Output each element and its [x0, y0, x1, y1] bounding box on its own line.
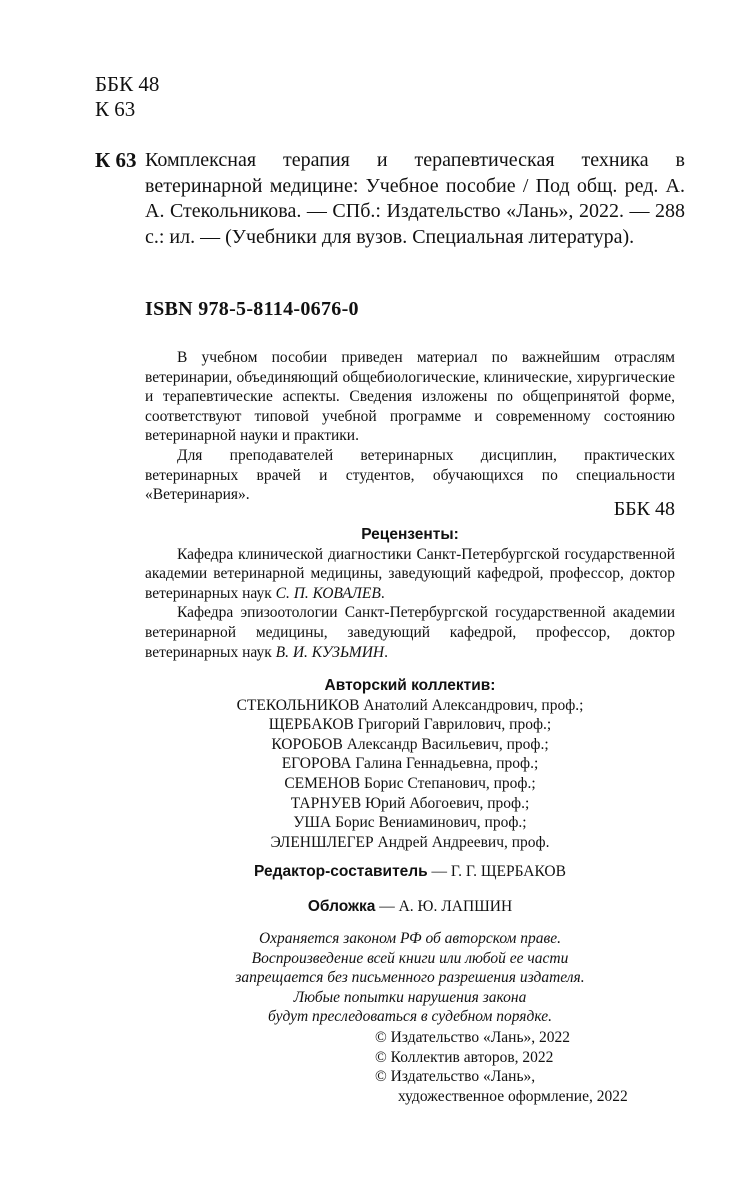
copyright-line: художественное оформление, 2022: [398, 1087, 628, 1105]
cover-designer: — А. Ю. ЛАПШИН: [375, 898, 513, 915]
abstract-paragraph: В учебном пособии приведен материал по важнейшим отраслям ветеринарии, объединяющий общебиологические, клинические, хирургические и терапевтические аспекты. Сведения изложены по общепринятой форме, соответствуют типовой учебной программе и современному состоянию ветеринарной науки и практики.: [145, 349, 675, 445]
author-line: КОРОБОВ Александр Васильевич, проф.;: [271, 735, 549, 753]
author-mark-code: К 63: [95, 148, 137, 172]
reviewers-heading: Рецензенты:: [361, 526, 459, 543]
copyright-holders: [375, 1028, 628, 1106]
editor-name: — Г. Г. ЩЕРБАКОВ: [427, 863, 566, 880]
author-line: ЩЕРБАКОВ Григорий Гаврилович, проф.;: [268, 716, 552, 734]
copyright-line: © Издательство «Лань», 2022: [375, 1029, 571, 1046]
reviewer-text: Кафедра эпизоотологии Санкт-Петербургской государственной академии ветеринарной медицины, заведующий кафедрой, профессор, доктор ветеринарных наук: [145, 604, 675, 661]
bbk-index: ББК 48: [95, 72, 160, 96]
reviewer-name: С. П. КОВАЛЕВ: [275, 584, 381, 602]
reviewer-text: Кафедра клинической диагностики Санкт-Петербургской государственной академии ветеринарной медицины, заведующий кафедрой, профессор, доктор ветеринарных наук: [145, 545, 675, 602]
notice-line: Любые попытки нарушения закона: [293, 988, 527, 1006]
bibliographic-description: Комплексная терапия и терапевтическая техника в ветеринарной медицине: Учебное пособие / Под общ. ред. А. А. Стекольникова. — СПб.: Издательство «Лань», 2022. — 288 с.: ил. — (Учебники для вузов. Специальная литература).: [145, 149, 685, 248]
copyright-line: © Коллектив авторов, 2022: [375, 1048, 554, 1066]
reviewer-name: В. И. КУЗЬМИН: [275, 643, 385, 661]
cover-label: Обложка: [307, 898, 376, 915]
authors-heading: Авторский коллектив:: [324, 677, 496, 694]
reviewer-entry: [145, 603, 675, 662]
author-line: СЕМЕНОВ Борис Степанович, проф.;: [284, 774, 536, 792]
authors-section: [145, 676, 675, 852]
bbk-index-right: ББК 48: [613, 498, 675, 520]
abstract-paragraph: Для преподавателей ветеринарных дисциплин, практических ветеринарных врачей и студентов, обучающихся по специальности «Ветеринария».: [145, 446, 675, 504]
notice-line: Охраняется законом РФ об авторском праве.: [258, 930, 562, 947]
cover-credit: [145, 897, 675, 917]
author-mark: К 63: [95, 97, 136, 121]
reviewer-end: .: [380, 584, 385, 602]
copyright-notice: [145, 929, 675, 1027]
abstract: [145, 348, 675, 505]
reviewers-section: [145, 525, 675, 662]
editor-label: Редактор-составитель: [254, 863, 428, 880]
copyright-line: © Издательство «Лань»,: [375, 1068, 536, 1086]
author-line: СТЕКОЛЬНИКОВ Анатолий Александрович, проф.;: [236, 696, 584, 714]
notice-line: Воспроизведение всей книги или любой ее части: [251, 949, 569, 967]
reviewer-entry: [145, 545, 675, 604]
notice-line: будут преследоваться в судебном порядке.: [268, 1008, 552, 1026]
author-line: УША Борис Вениаминович, проф.;: [293, 814, 527, 832]
author-line: ЕГОРОВА Галина Геннадьевна, проф.;: [281, 755, 539, 773]
notice-line: запрещается без письменного разрешения издателя.: [235, 969, 585, 987]
author-line: ТАРНУЕВ Юрий Абогоевич, проф.;: [290, 794, 530, 812]
editor-credit: [145, 862, 675, 882]
reviewer-end: .: [384, 643, 388, 661]
author-line: ЭЛЕНШЛЕГЕР Андрей Андреевич, проф.: [270, 833, 550, 851]
isbn: ISBN 978-5-8114-0676-0: [145, 298, 359, 320]
bbk-header: [95, 72, 159, 122]
